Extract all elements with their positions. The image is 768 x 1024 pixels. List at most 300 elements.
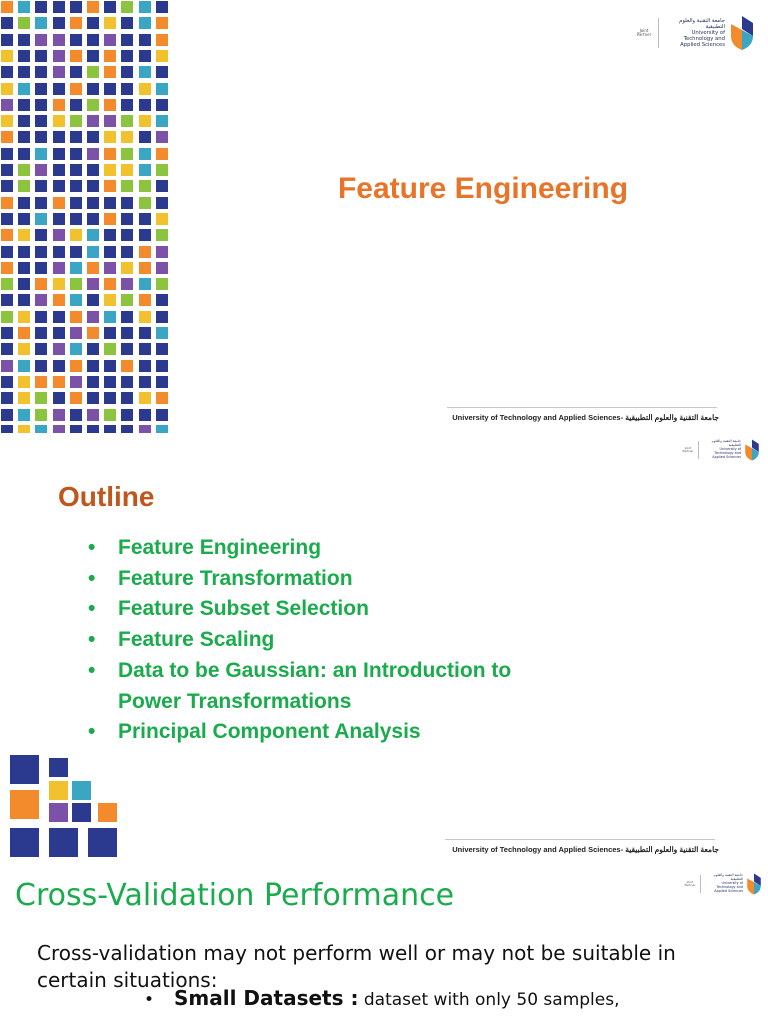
block-tile: [98, 803, 117, 822]
mosaic-tile: [35, 164, 47, 176]
logo-arabic-name: جامعة التقنية والعلوم التطبيقية: [679, 17, 725, 30]
mosaic-tile: [35, 17, 47, 29]
mosaic-tile: [35, 392, 47, 404]
mosaic-tile: [18, 99, 30, 111]
mosaic-tile: [139, 392, 151, 404]
mosaic-tile: [70, 409, 82, 421]
mosaic-tile: [70, 180, 82, 192]
block-tile: [49, 803, 68, 822]
mosaic-tile: [121, 148, 133, 160]
mosaic-tile: [104, 197, 116, 209]
mosaic-tile: [53, 327, 65, 339]
mosaic-tile: [35, 229, 47, 241]
block-tile: [72, 781, 91, 800]
logo-divider: [658, 18, 659, 48]
mosaic-tile: [104, 34, 116, 46]
mosaic-tile: [87, 115, 99, 127]
mosaic-tile: [18, 327, 30, 339]
mosaic-tile: [70, 327, 82, 339]
university-logo: [682, 438, 760, 462]
slide-title-heading: Feature Engineering: [337, 172, 629, 205]
mosaic-tile: [70, 294, 82, 306]
partner-label: Joint Partner: [684, 879, 696, 887]
mosaic-tile: [121, 376, 133, 388]
block-tile: [49, 828, 78, 857]
mosaic-tile: [156, 229, 168, 241]
mosaic-tile: [139, 294, 151, 306]
mosaic-tile: [18, 34, 30, 46]
outline-item: • Feature Engineering: [88, 533, 558, 564]
mosaic-tile: [139, 131, 151, 143]
mosaic-tile: [104, 262, 116, 274]
mosaic-tile: [1, 360, 13, 372]
mosaic-tile: [139, 246, 151, 258]
mosaic-tile: [70, 392, 82, 404]
mosaic-tile: [70, 83, 82, 95]
mosaic-tile: [121, 343, 133, 355]
mosaic-tile: [35, 131, 47, 143]
mosaic-tile: [70, 197, 82, 209]
mosaic-tile: [70, 164, 82, 176]
mosaic-tile: [87, 17, 99, 29]
mosaic-tile: [53, 278, 65, 290]
mosaic-tile: [87, 262, 99, 274]
mosaic-tile: [18, 83, 30, 95]
mosaic-tile: [87, 66, 99, 78]
mosaic-tile: [104, 360, 116, 372]
mosaic-tile: [139, 376, 151, 388]
mosaic-tile: [139, 360, 151, 372]
mosaic-tile: [139, 409, 151, 421]
block-tile: [10, 755, 39, 784]
mosaic-tile: [156, 131, 168, 143]
mosaic-tile: [139, 164, 151, 176]
mosaic-tile: [87, 327, 99, 339]
slide-heading: Cross-Validation Performance: [15, 878, 455, 913]
mosaic-tile: [121, 327, 133, 339]
mosaic-tile: [18, 66, 30, 78]
mosaic-tile: [35, 148, 47, 160]
mosaic-tile: [18, 164, 30, 176]
mosaic-tile: [87, 343, 99, 355]
mosaic-tile: [1, 392, 13, 404]
mosaic-tile: [156, 343, 168, 355]
mosaic-tile: [70, 278, 82, 290]
mosaic-tile: [53, 262, 65, 274]
slide-outline: [0, 433, 768, 866]
mosaic-tile: [156, 294, 168, 306]
mosaic-tile: [87, 229, 99, 241]
logo-names: [703, 440, 741, 460]
mosaic-tile: [1, 262, 13, 274]
mosaic-tile: [156, 197, 168, 209]
mosaic-tile: [53, 99, 65, 111]
mosaic-tile: [87, 360, 99, 372]
mosaic-tile: [121, 425, 133, 433]
mosaic-tile: [104, 343, 116, 355]
mosaic-tile: [70, 148, 82, 160]
mosaic-tile: [70, 343, 82, 355]
mosaic-tile: [53, 294, 65, 306]
mosaic-tile: [1, 1, 13, 13]
mosaic-tile: [1, 376, 13, 388]
logo-divider: [698, 441, 699, 459]
mosaic-tile: [70, 17, 82, 29]
mosaic-tile: [156, 148, 168, 160]
mosaic-tile: [121, 34, 133, 46]
mosaic-tile: [121, 392, 133, 404]
mosaic-tile: [53, 115, 65, 127]
mosaic-tile: [18, 262, 30, 274]
mosaic-tile: [87, 294, 99, 306]
mosaic-tile: [156, 34, 168, 46]
mosaic-tile: [18, 131, 30, 143]
mosaic-tile: [139, 262, 151, 274]
mosaic-tile: [87, 1, 99, 13]
university-emblem-icon: [744, 438, 760, 462]
mosaic-tile: [35, 1, 47, 13]
mosaic-tile: [1, 34, 13, 46]
mosaic-tile: [18, 148, 30, 160]
mosaic-tile: [104, 425, 116, 433]
mosaic-tile: [18, 229, 30, 241]
slide-cross-validation: [0, 866, 768, 1024]
mosaic-tile: [139, 34, 151, 46]
mosaic-tile: [87, 83, 99, 95]
mosaic-tile: [35, 376, 47, 388]
mosaic-tile: [35, 197, 47, 209]
mosaic-tile: [1, 229, 13, 241]
mosaic-tile: [70, 34, 82, 46]
logo-divider: [700, 875, 701, 893]
block-tile: [49, 758, 68, 777]
mosaic-tile: [35, 425, 47, 433]
mosaic-tile: [121, 213, 133, 225]
mosaic-tile: [87, 425, 99, 433]
mosaic-tile: [139, 311, 151, 323]
mosaic-tile: [35, 246, 47, 258]
mosaic-tile: [35, 83, 47, 95]
mosaic-tile: [87, 34, 99, 46]
mosaic-tile: [53, 17, 65, 29]
mosaic-tile: [139, 99, 151, 111]
mosaic-tile: [121, 197, 133, 209]
mosaic-tile: [156, 425, 168, 433]
mosaic-tile: [18, 425, 30, 433]
mosaic-tile: [104, 180, 116, 192]
mosaic-tile: [104, 311, 116, 323]
mosaic-tile: [35, 311, 47, 323]
mosaic-tile: [1, 425, 13, 433]
university-logo: [636, 14, 755, 52]
mosaic-tile: [18, 392, 30, 404]
mosaic-tile: [87, 131, 99, 143]
mosaic-tile: [139, 278, 151, 290]
mosaic-tile: [87, 180, 99, 192]
mosaic-tile: [121, 115, 133, 127]
mosaic-tile: [35, 50, 47, 62]
mosaic-tile: [156, 311, 168, 323]
mosaic-tile: [53, 50, 65, 62]
bullet-item: [144, 986, 744, 1010]
mosaic-tile: [18, 180, 30, 192]
mosaic-tile: [53, 343, 65, 355]
mosaic-tile: [18, 343, 30, 355]
mosaic-tile: [139, 229, 151, 241]
mosaic-tile: [139, 197, 151, 209]
mosaic-tile: [139, 66, 151, 78]
mosaic-tile: [104, 1, 116, 13]
mosaic-tile: [104, 99, 116, 111]
mosaic-tile: [70, 311, 82, 323]
mosaic-tile: [53, 213, 65, 225]
mosaic-tile: [121, 180, 133, 192]
outline-list: [88, 533, 558, 748]
mosaic-tile: [35, 343, 47, 355]
mosaic-tile: [18, 246, 30, 258]
mosaic-tile: [53, 1, 65, 13]
mosaic-tile: [70, 99, 82, 111]
mosaic-tile: [104, 115, 116, 127]
university-emblem-icon: [729, 14, 755, 52]
mosaic-tile: [53, 360, 65, 372]
mosaic-tile: [139, 425, 151, 433]
decorative-mosaic: [0, 0, 172, 433]
mosaic-tile: [53, 180, 65, 192]
mosaic-tile: [1, 148, 13, 160]
mosaic-tile: [18, 213, 30, 225]
mosaic-tile: [70, 376, 82, 388]
mosaic-tile: [104, 148, 116, 160]
mosaic-tile: [104, 376, 116, 388]
mosaic-tile: [35, 34, 47, 46]
mosaic-tile: [156, 409, 168, 421]
mosaic-tile: [104, 229, 116, 241]
mosaic-tile: [156, 115, 168, 127]
mosaic-tile: [121, 360, 133, 372]
mosaic-tile: [1, 115, 13, 127]
mosaic-tile: [87, 311, 99, 323]
mosaic-tile: [121, 66, 133, 78]
mosaic-tile: [53, 376, 65, 388]
mosaic-tile: [87, 99, 99, 111]
mosaic-tile: [156, 360, 168, 372]
mosaic-tile: [121, 83, 133, 95]
mosaic-tile: [104, 66, 116, 78]
mosaic-tile: [156, 1, 168, 13]
mosaic-tile: [18, 115, 30, 127]
mosaic-tile: [121, 311, 133, 323]
mosaic-tile: [139, 50, 151, 62]
partner-label: Joint Partner: [682, 445, 694, 453]
mosaic-tile: [156, 278, 168, 290]
logo-english-name: University of Technology and Applied Sciences: [714, 881, 743, 893]
outline-item: • Feature Scaling: [88, 625, 558, 656]
outline-item: • Data to be Gaussian: an Introduction to Power Transformations: [88, 656, 558, 717]
mosaic-tile: [1, 327, 13, 339]
mosaic-tile: [104, 392, 116, 404]
mosaic-tile: [121, 99, 133, 111]
mosaic-tile: [53, 392, 65, 404]
footer-rule: [447, 407, 717, 408]
mosaic-tile: [156, 83, 168, 95]
mosaic-tile: [1, 164, 13, 176]
mosaic-tile: [70, 1, 82, 13]
mosaic-tile: [121, 17, 133, 29]
bullet-icon: •: [144, 990, 155, 1010]
mosaic-tile: [104, 17, 116, 29]
mosaic-tile: [156, 99, 168, 111]
mosaic-tile: [1, 197, 13, 209]
mosaic-tile: [70, 115, 82, 127]
mosaic-tile: [121, 164, 133, 176]
mosaic-tile: [139, 1, 151, 13]
mosaic-tile: [104, 246, 116, 258]
mosaic-tile: [1, 50, 13, 62]
mosaic-tile: [139, 213, 151, 225]
mosaic-tile: [53, 246, 65, 258]
mosaic-tile: [1, 343, 13, 355]
mosaic-tile: [53, 409, 65, 421]
mosaic-tile: [121, 409, 133, 421]
mosaic-tile: [35, 278, 47, 290]
mosaic-tile: [1, 213, 13, 225]
mosaic-tile: [53, 83, 65, 95]
intro-paragraph: Cross-validation may not perform well or may not be suitable in certain situations:: [37, 941, 676, 992]
mosaic-tile: [121, 1, 133, 13]
mosaic-tile: [70, 229, 82, 241]
mosaic-tile: [156, 17, 168, 29]
mosaic-tile: [1, 278, 13, 290]
mosaic-tile: [104, 278, 116, 290]
mosaic-tile: [35, 180, 47, 192]
mosaic-tile: [87, 50, 99, 62]
mosaic-tile: [121, 246, 133, 258]
mosaic-tile: [156, 180, 168, 192]
mosaic-tile: [139, 115, 151, 127]
mosaic-tile: [156, 164, 168, 176]
mosaic-tile: [18, 376, 30, 388]
mosaic-tile: [70, 66, 82, 78]
mosaic-tile: [139, 327, 151, 339]
mosaic-tile: [87, 278, 99, 290]
mosaic-tile: [121, 262, 133, 274]
mosaic-tile: [104, 164, 116, 176]
mosaic-tile: [35, 213, 47, 225]
mosaic-tile: [35, 409, 47, 421]
mosaic-tile: [121, 229, 133, 241]
mosaic-tile: [104, 294, 116, 306]
mosaic-tile: [139, 180, 151, 192]
mosaic-tile: [87, 148, 99, 160]
logo-arabic-name: جامعة التقنية والعلوم التطبيقية: [711, 439, 741, 448]
mosaic-tile: [70, 425, 82, 433]
footer-text: University of Technology and Applied Sciences- جامعة التقنية والعلوم التطبيقية: [452, 413, 719, 422]
mosaic-tile: [70, 213, 82, 225]
mosaic-tile: [18, 197, 30, 209]
mosaic-tile: [156, 327, 168, 339]
slide-title: [0, 0, 768, 433]
mosaic-tile: [1, 83, 13, 95]
mosaic-tile: [53, 311, 65, 323]
mosaic-tile: [1, 131, 13, 143]
mosaic-tile: [53, 66, 65, 78]
mosaic-tile: [104, 50, 116, 62]
mosaic-tile: [156, 392, 168, 404]
mosaic-tile: [18, 1, 30, 13]
mosaic-tile: [87, 246, 99, 258]
block-tile: [10, 790, 39, 819]
mosaic-tile: [70, 50, 82, 62]
mosaic-tile: [87, 213, 99, 225]
mosaic-tile: [35, 262, 47, 274]
mosaic-tile: [104, 409, 116, 421]
mosaic-tile: [121, 278, 133, 290]
mosaic-tile: [70, 246, 82, 258]
mosaic-tile: [104, 131, 116, 143]
partner-label: Joint Partner: [636, 27, 652, 37]
mosaic-tile: [104, 83, 116, 95]
mosaic-tile: [156, 246, 168, 258]
mosaic-tile: [35, 66, 47, 78]
logo-english-name: University of Technology and Applied Sciences: [680, 29, 725, 49]
mosaic-tile: [18, 50, 30, 62]
mosaic-tile: [70, 360, 82, 372]
logo-names: [665, 18, 725, 48]
mosaic-tile: [53, 425, 65, 433]
university-emblem-icon: [746, 872, 762, 896]
mosaic-tile: [121, 50, 133, 62]
mosaic-tile: [35, 360, 47, 372]
bullet-label: Small Datasets :: [174, 986, 359, 1010]
mosaic-tile: [87, 392, 99, 404]
mosaic-tile: [53, 34, 65, 46]
mosaic-tile: [139, 17, 151, 29]
mosaic-tile: [53, 164, 65, 176]
mosaic-tile: [121, 131, 133, 143]
decorative-blocks: [0, 753, 130, 863]
mosaic-tile: [156, 50, 168, 62]
mosaic-tile: [156, 66, 168, 78]
mosaic-tile: [53, 229, 65, 241]
outline-item: • Principal Component Analysis: [88, 717, 558, 748]
mosaic-tile: [87, 409, 99, 421]
mosaic-tile: [18, 311, 30, 323]
mosaic-tile: [139, 83, 151, 95]
bullet-text: dataset with only 50 samples,: [363, 990, 620, 1010]
block-tile: [49, 781, 68, 800]
logo-english-name: University of Technology and Applied Sciences: [712, 447, 741, 459]
mosaic-tile: [1, 66, 13, 78]
mosaic-tile: [70, 262, 82, 274]
university-logo: [684, 872, 762, 896]
mosaic-tile: [35, 294, 47, 306]
mosaic-tile: [121, 294, 133, 306]
mosaic-tile: [156, 376, 168, 388]
block-tile: [10, 828, 39, 857]
logo-names: [705, 874, 743, 894]
mosaic-tile: [35, 99, 47, 111]
block-tile: [88, 828, 117, 857]
mosaic-tile: [139, 343, 151, 355]
mosaic-tile: [87, 197, 99, 209]
mosaic-tile: [18, 278, 30, 290]
mosaic-tile: [156, 262, 168, 274]
mosaic-tile: [1, 17, 13, 29]
mosaic-tile: [1, 294, 13, 306]
mosaic-tile: [18, 17, 30, 29]
mosaic-tile: [18, 360, 30, 372]
